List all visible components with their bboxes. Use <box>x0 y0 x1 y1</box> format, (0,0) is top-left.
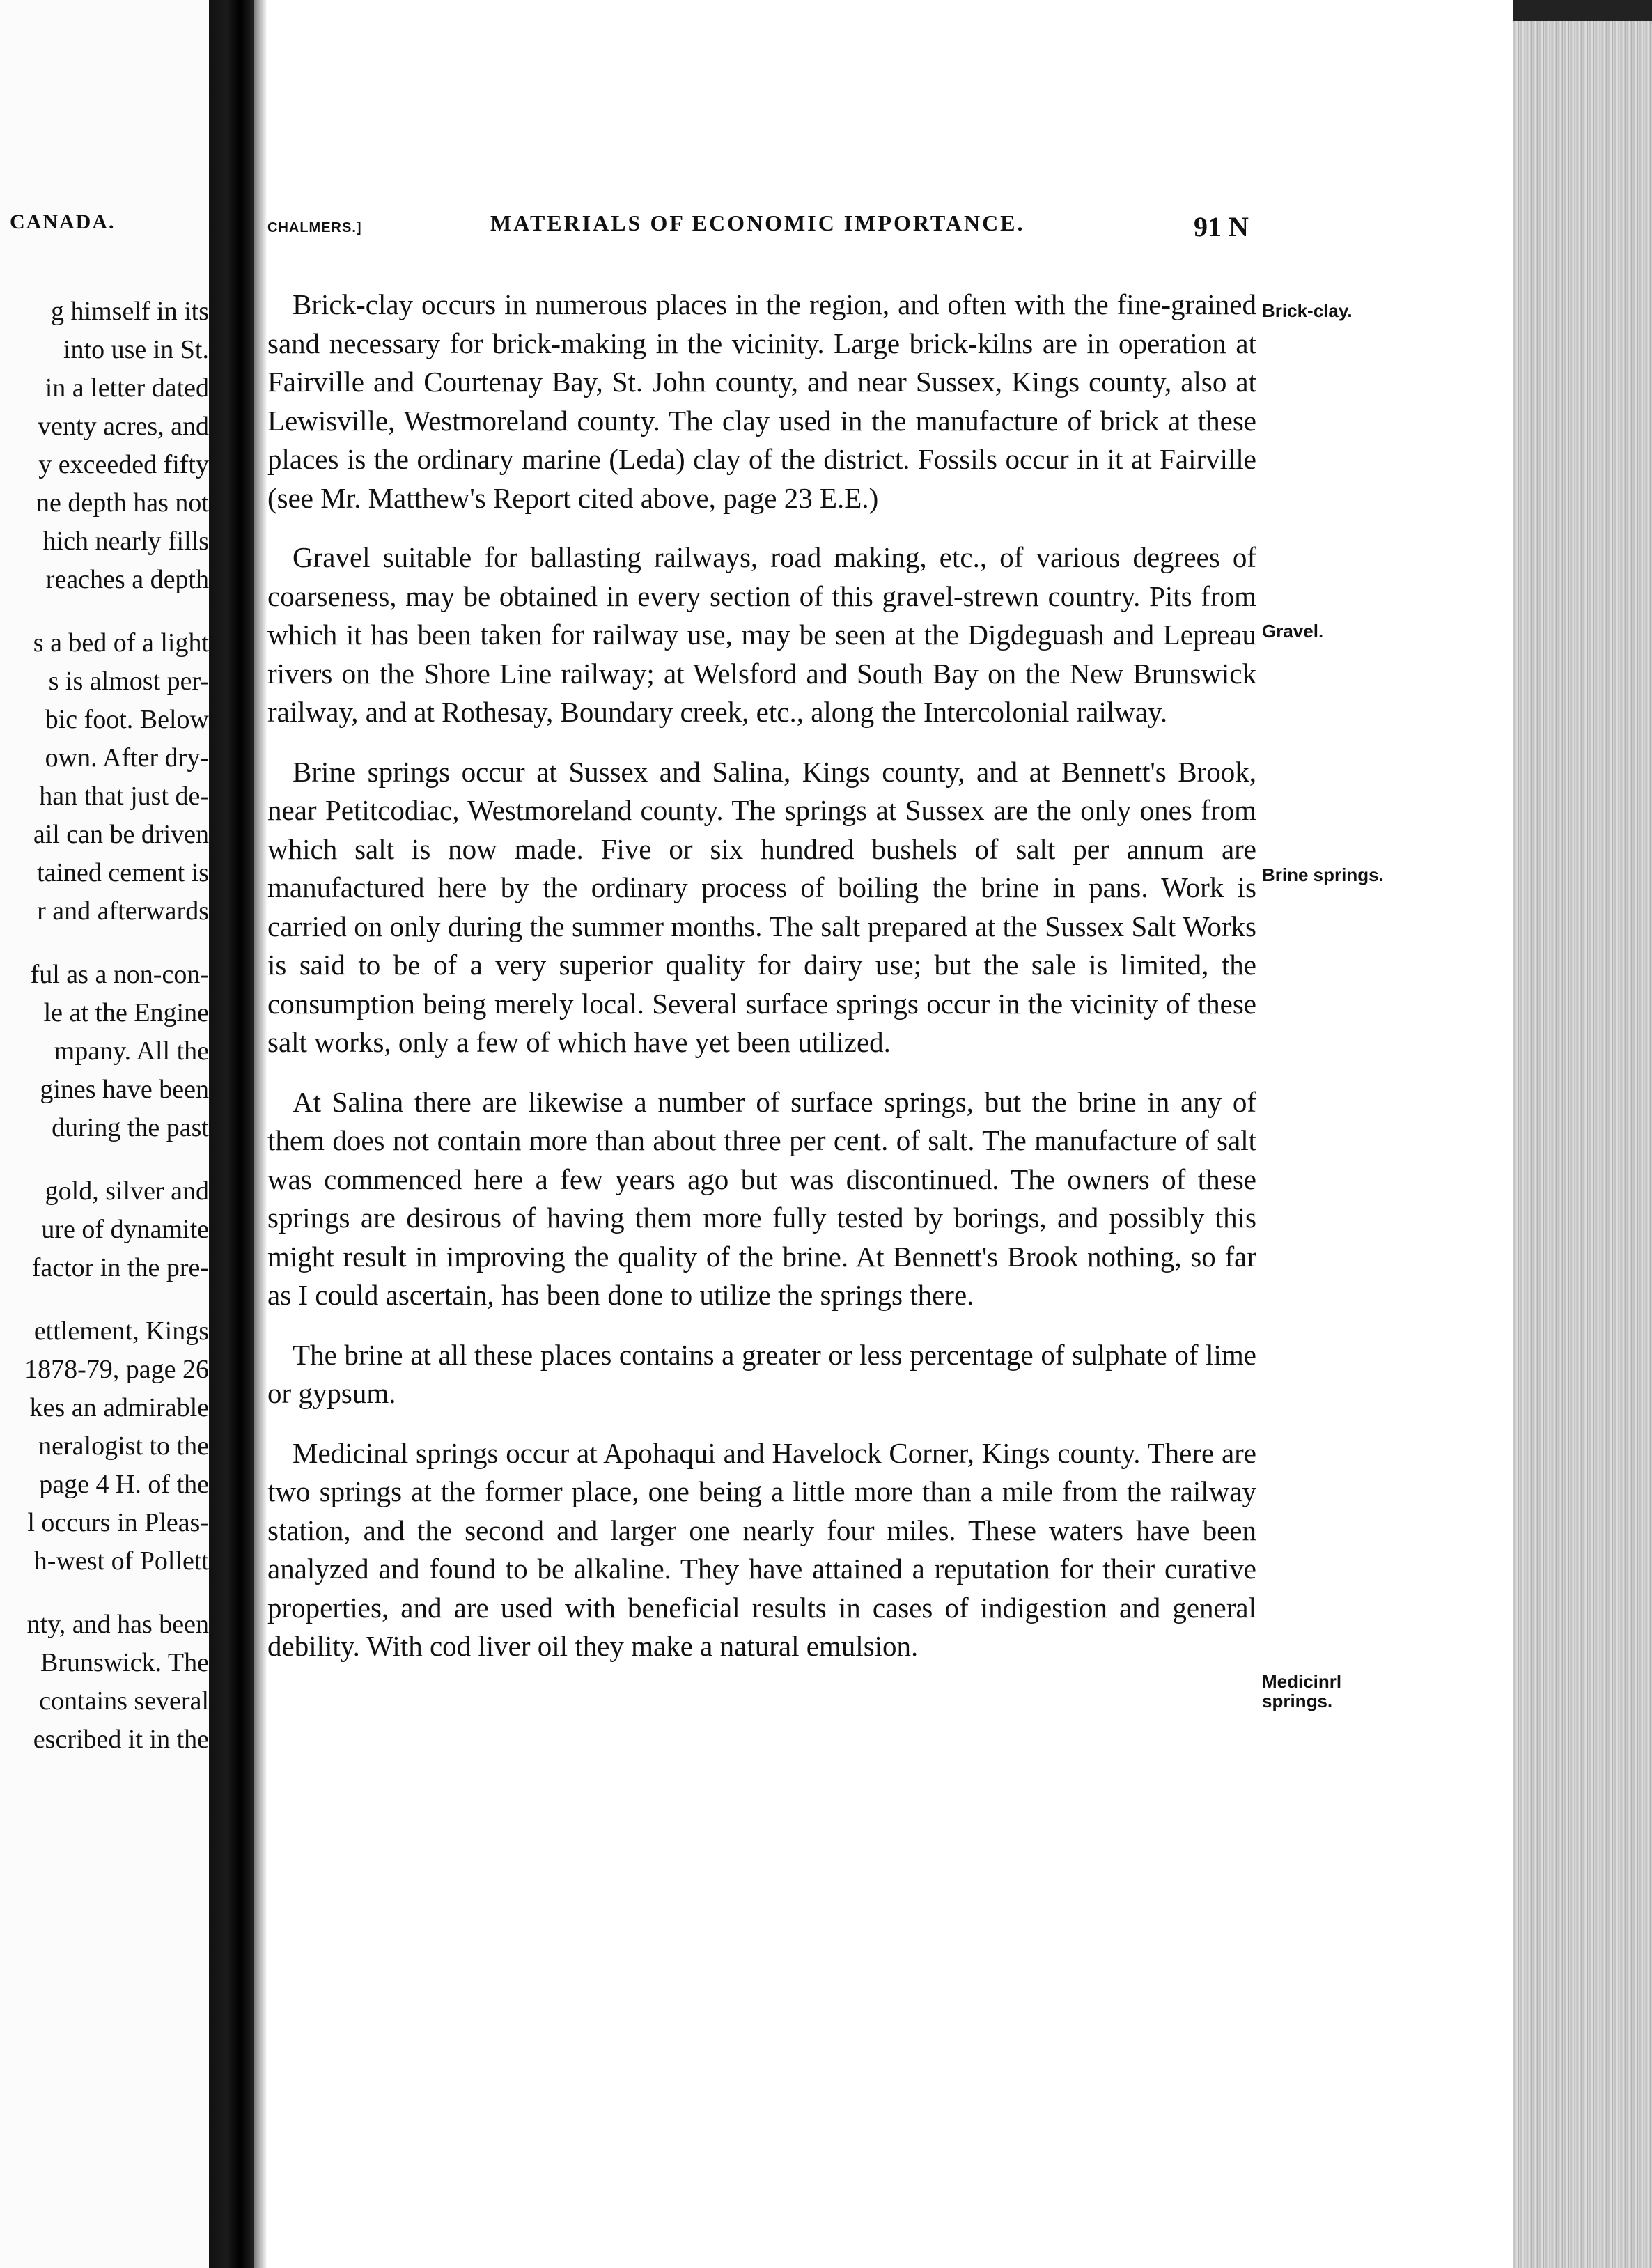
margin-note-brick-clay: Brick-clay. <box>1262 300 1353 321</box>
left-line: during the past <box>52 1113 209 1142</box>
left-line-gap <box>0 1147 209 1172</box>
running-header <box>267 210 1256 245</box>
left-line: s is almost per- <box>48 667 209 696</box>
left-line: kes an admirable <box>29 1393 209 1422</box>
left-page-text <box>0 293 209 1759</box>
margin-note-brine-springs: Brine springs. <box>1262 864 1384 885</box>
left-line: ne depth has not <box>36 488 209 518</box>
paragraph-brine-sulphate: The brine at all these places contains a greater or less percentage of sulphate of lime or gypsum. <box>267 1338 1256 1409</box>
left-line-gap <box>0 599 209 624</box>
left-line: ettlement, Kings <box>33 1316 209 1346</box>
page-edges <box>1513 0 1652 2268</box>
main-text <box>267 286 1256 1687</box>
left-line: le at the Engine <box>43 998 209 1027</box>
left-line: g himself in its <box>51 297 209 326</box>
left-line: gines have been <box>40 1075 209 1104</box>
left-line: contains several <box>39 1686 209 1716</box>
margin-note-medicinal-springs: Medicinrl springs. <box>1262 1671 1342 1711</box>
gutter-shadow <box>254 0 267 2268</box>
left-line: page 4 H. of the <box>39 1470 209 1499</box>
left-line: l occurs in Pleas- <box>27 1508 209 1537</box>
left-line-gap <box>0 931 209 956</box>
left-line: gold, silver and <box>45 1176 209 1206</box>
header-author: CHALMERS.] <box>267 220 362 235</box>
left-line: ure of dynamite <box>41 1215 209 1244</box>
header-title: MATERIALS OF ECONOMIC IMPORTANCE. <box>490 210 1025 235</box>
left-line: 1878-79, page 26 <box>24 1355 209 1384</box>
left-line: escribed it in the <box>33 1725 209 1754</box>
left-line: s a bed of a light <box>33 628 209 658</box>
left-line: mpany. All the <box>54 1036 209 1066</box>
left-line: own. After dry- <box>45 743 209 772</box>
left-page-header: CANADA. <box>10 210 116 233</box>
left-line: in a letter dated <box>45 373 209 403</box>
left-line: Brunswick. The <box>40 1648 209 1677</box>
left-line: into use in St. <box>63 335 209 364</box>
left-line-gap <box>0 1287 209 1312</box>
left-line: h-west of Pollett <box>33 1546 209 1576</box>
paragraph-medicinal-springs: Medicinal springs occur at Apohaqui and Havelock Corner, Kings county. There are two springs at the former place, one being a little more than a mile from the railway station, and the second and larger one nearly four miles. These waters have been analyzed and found to be alkaline. They have attained a reputation for their curative properties, and are used with beneficial results in cases of indigestion and general debility. With cod liver oil they make a natural emulsion. <box>267 1436 1256 1662</box>
left-line: factor in the pre- <box>31 1253 209 1282</box>
paragraph-brine-springs: Brine springs occur at Sussex and Salina, Kings county, and at Bennett's Brook, near Petitcodiac, Westmoreland county. The springs at Sussex are the only ones from which salt is now made. Five or six hundred bushels of salt per annum are manufactured here by the ordinary process of boiling the brine in pans. Work is carried on only during the summer months. The salt prepared at the Sussex Salt Works is said to be of a very superior quality for dairy use; but the sale is limited, the consumption being merely local. Several surface springs occur in the vicinity of these salt works, only a few of which have yet been utilized. <box>267 755 1256 1058</box>
left-line: y exceeded fifty <box>38 450 209 479</box>
left-line: hich nearly fills <box>42 527 209 556</box>
left-facing-page <box>0 0 209 2268</box>
left-line: reaches a depth <box>45 565 209 594</box>
paragraph-salina: At Salina there are likewise a number of surface springs, but the brine in any of them does not contain more than about three per cent. of salt. The manufacture of salt was commenced here a few years ago but was discontinued. The owners of these springs are desirous of having them more fully tested by borings, and possibly this might result in improving the quality of the brine. At Bennett's Brook nothing, so far as I could ascertain, has been done to utilize the springs there. <box>267 1085 1256 1311</box>
left-line: tained cement is <box>37 858 209 887</box>
left-line: bic foot. Below <box>45 705 209 734</box>
left-line: neralogist to the <box>38 1431 209 1461</box>
left-line-gap <box>0 1580 209 1606</box>
page-number: 91 N <box>1194 211 1249 242</box>
left-line: ful as a non-con- <box>30 960 209 989</box>
left-line: ail can be driven <box>33 820 209 849</box>
book-gutter <box>209 0 254 2268</box>
margin-note-gravel: Gravel. <box>1262 621 1324 642</box>
left-line: r and afterwards <box>37 896 209 926</box>
left-line: venty acres, and <box>38 412 209 441</box>
left-line: han that just de- <box>39 782 209 811</box>
paragraph-brick-clay: Brick-clay occurs in numerous places in the region, and often with the fine-grained sand necessary for brick-making in the vicinity. Large brick-kilns are in operation at Fairville and Courtenay Bay, St. John county, and near Sussex, Kings county, also at Lewisville, Westmoreland county. The clay used in the manufacture of brick at these places is the ordinary marine (Leda) clay of the district. Fossils occur in it at Fairville (see Mr. Matthew's Report cited above, page 23 E.E.) <box>267 288 1256 514</box>
page-edge-top <box>1513 0 1652 21</box>
left-line: nty, and has been <box>26 1610 209 1639</box>
paragraph-gravel: Gravel suitable for ballasting railways, road making, etc., of various degrees of coarseness, may be obtained in every section of this gravel-strewn country. Pits from which it has been taken for railway use, may be seen at the Digdeguash and Lepreau rivers on the Shore Line railway; at Welsford and South Bay on the New Brunswick railway, and at Rothesay, Boundary creek, etc., along the Intercolonial railway. <box>267 541 1256 728</box>
